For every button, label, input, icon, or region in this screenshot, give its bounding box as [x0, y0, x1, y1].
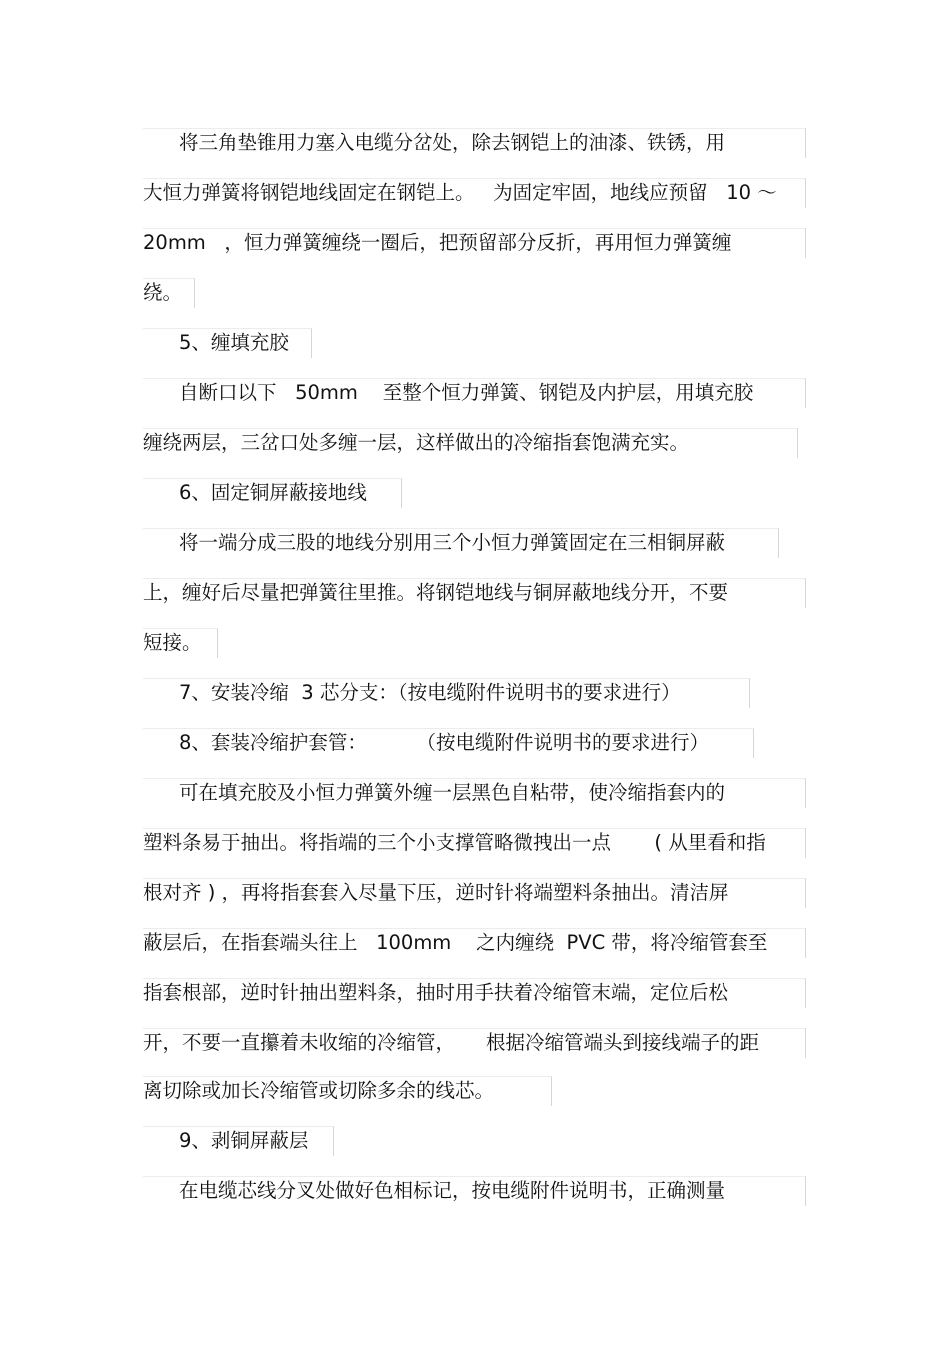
text-line-7: 缠绕两层，三岔口处多缠一层，这样做出的冷缩指套饱满充实。: [143, 428, 798, 458]
section-heading-8: 8、套装冷缩护套管： （按电缆附件说明书的要求进行）: [143, 728, 754, 758]
text-line-2: 大恒力弹簧将钢铠地线固定在钢铠上。 为固定牢固，地线应预留 10 ～: [143, 178, 806, 208]
text-line-11: 短接。: [143, 628, 218, 658]
text-line-10: 上，缠好后尽量把弹簧往里推。将钢铠地线与铜屏蔽地线分开，不要: [143, 578, 806, 608]
text-line-22: 在电缆芯线分叉处做好色相标记，按电缆附件说明书，正确测量: [143, 1176, 806, 1206]
text-line-1: 将三角垫锥用力塞入电缆分岔处，除去钢铠上的油漆、铁锈，用: [143, 128, 806, 158]
text-line-18: 指套根部，逆时针抽出塑料条，抽时用手扶着冷缩管末端，定位后松: [143, 978, 806, 1008]
section-heading-9: 9、剥铜屏蔽层: [143, 1126, 334, 1156]
text-line-16: 根对齐 ) ，再将指套套入尽量下压，逆时针将端塑料条抽出。清洁屏: [143, 878, 806, 908]
text-line-6: 自断口以下 50mm 至整个恒力弹簧、钢铠及内护层，用填充胶: [143, 378, 806, 408]
text-line-15: 塑料条易于抽出。将指端的三个小支撑管略微拽出一点 ( 从里看和指: [143, 828, 806, 858]
section-heading-6: 6、固定铜屏蔽接地线: [143, 478, 402, 508]
text-line-4: 绕。: [143, 278, 195, 308]
text-line-3: 20mm ，恒力弹簧缠绕一圈后，把预留部分反折，再用恒力弹簧缠: [143, 228, 806, 258]
text-line-17: 蔽层后，在指套端头往上 100mm 之内缠绕 PVC 带，将冷缩管套至: [143, 928, 806, 958]
text-line-19: 开，不要一直攥着未收缩的冷缩管， 根据冷缩管端头到接线端子的距: [143, 1028, 806, 1058]
section-heading-5: 5、缠填充胶: [143, 328, 312, 358]
section-heading-7: 7、安装冷缩 3 芯分支：（按电缆附件说明书的要求进行）: [143, 678, 750, 708]
text-line-14: 可在填充胶及小恒力弹簧外缠一层黑色自粘带，使冷缩指套内的: [143, 778, 806, 808]
text-line-20: 离切除或加长冷缩管或切除多余的线芯。: [143, 1076, 552, 1106]
text-line-9: 将一端分成三股的地线分别用三个小恒力弹簧固定在三相铜屏蔽: [143, 528, 779, 558]
